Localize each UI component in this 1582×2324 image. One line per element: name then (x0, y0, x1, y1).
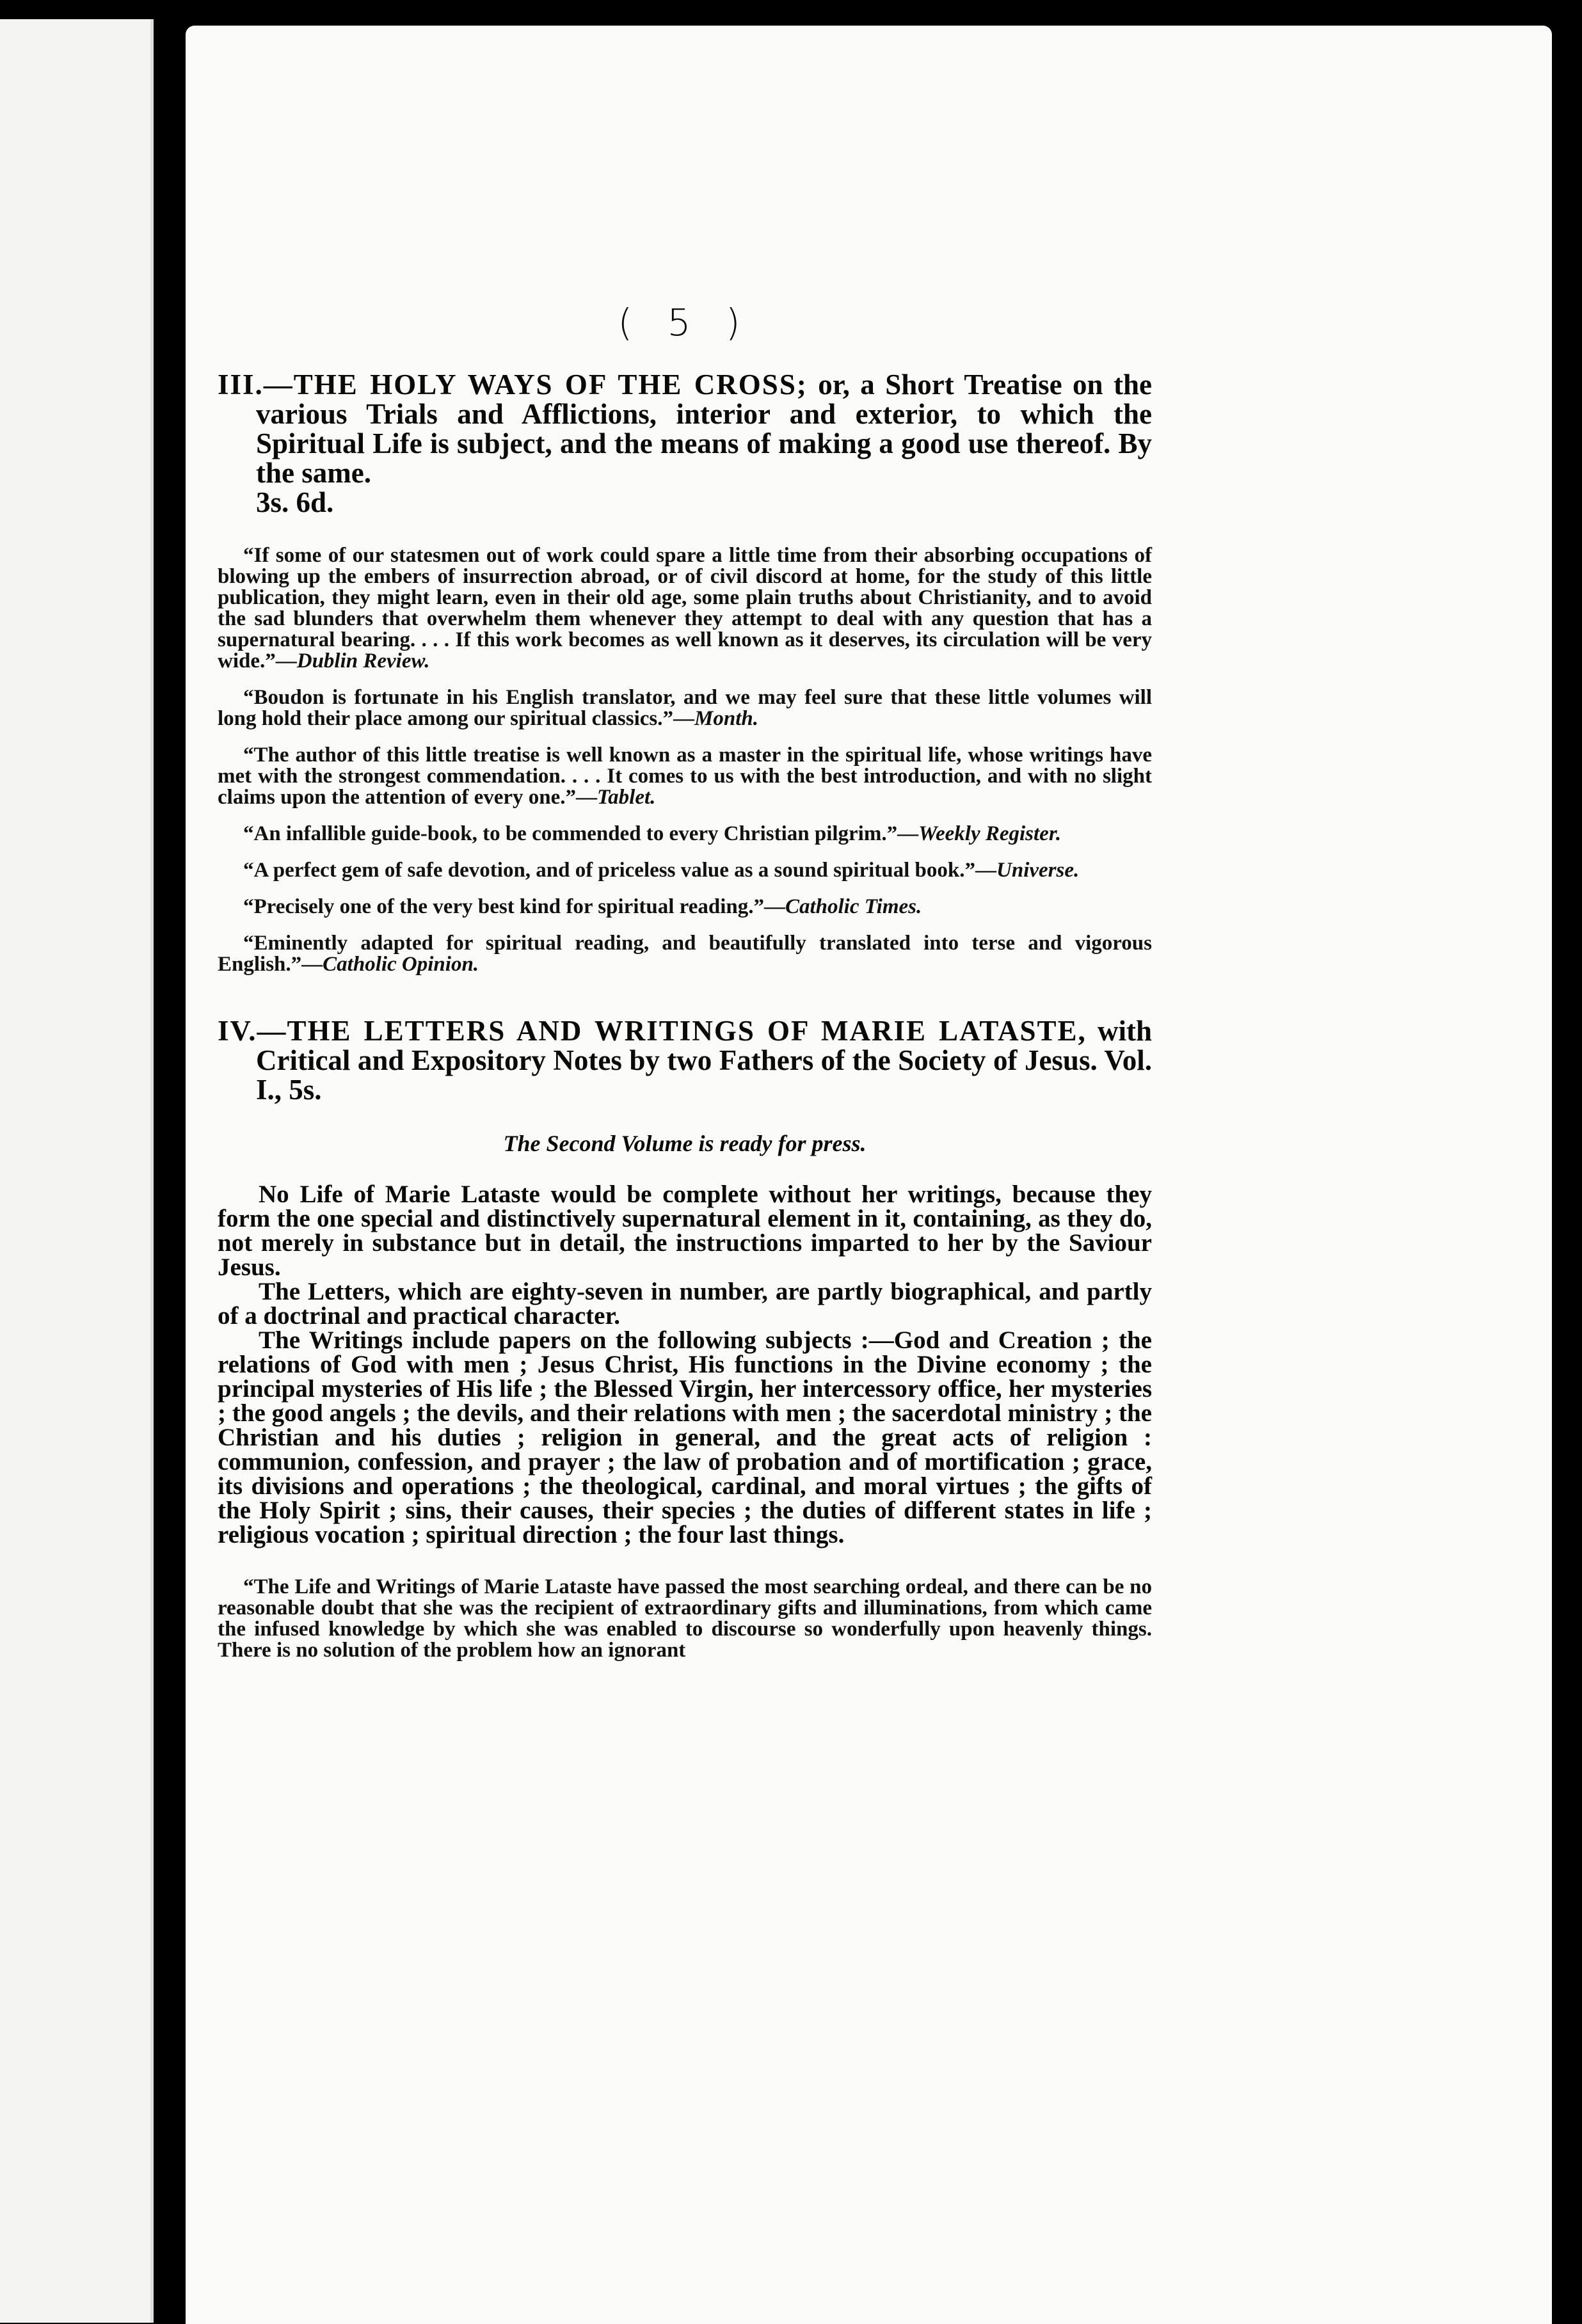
entry-iv-heading: IV.—THE LETTERS AND WRITINGS OF MARIE LATASTE, (218, 1015, 1087, 1047)
entry-iv-title (218, 1016, 1152, 1104)
entry-iv (218, 1016, 1152, 1661)
review-quote: “Boudon is fortunate in his English translator, and we may feel sure that these little volumes will long hold their place among our spiritual classics.”—Month. (218, 686, 1152, 730)
review-source: Tablet. (597, 786, 656, 809)
entry-iii-description: or, a Short Treatise on the various Trials and Afflictions, interior and exterior, to which the Spiritual Life is subject, and the means of making a good use thereof. By the same. (256, 369, 1152, 489)
body-paragraph: The Writings include papers on the following subjects :—God and Creation ; the relations of God with men ; Jesus Christ, His functions in the Divine economy ; the principal mysteries of His life ; the Blessed Virgin, her intercessory office, her mysteries ; the good angels ; the devils, and their relations with men ; the sacerdotal ministry ; the Christian and his duties ; religion in general, and the great acts of religion : communion, confession, and prayer ; the law of probation and of mortification ; grace, its divisions and operations ; the theological, cardinal, and moral virtues ; the gifts of the Holy Spirit ; sins, their causes, their species ; the duties of different states in life ; religious vocation ; spiritual direction ; the four last things. (218, 1326, 1152, 1548)
scan-right-edge (1552, 0, 1582, 2324)
review-quote: “An infallible guide-book, to be commended to every Christian pilgrim.”—Weekly Register. (243, 822, 1062, 845)
review-quote: “Eminently adapted for spiritual reading, and beautifully translated into terse and vigorous English.”—Catholic Opinion. (218, 932, 1152, 976)
review-source: Catholic Times. (785, 895, 922, 918)
entry-iii-price: 3s. 6d. (256, 486, 334, 518)
page-content (218, 301, 1152, 1676)
previous-page-edge (0, 19, 154, 2323)
entry-iii-title (218, 370, 1152, 488)
review-quote: “Precisely one of the very best kind for spiritual reading.”—Catholic Times. (243, 895, 922, 918)
review-source: Catholic Opinion. (323, 953, 479, 976)
body-paragraph: The Letters, which are eighty-seven in number, are partly biographical, and partly of a doctrinal and practical character. (218, 1278, 1152, 1330)
entry-iii-heading: III.—THE HOLY WAYS OF THE CROSS; (218, 369, 808, 401)
review-source: Dublin Review. (296, 649, 430, 673)
review-source: Month. (694, 707, 758, 730)
entry-iii (218, 370, 1152, 975)
scan-left-edge (0, 0, 186, 2324)
second-volume-notice: The Second Volume is ready for press. (503, 1131, 867, 1156)
review-source: Weekly Register. (918, 822, 1062, 845)
section-spacer (218, 991, 1152, 1016)
review-source: Universe. (996, 859, 1080, 882)
body-paragraph: No Life of Marie Lataste would be complete without her writings, because they form the one special and distinctively supernatural element in it, containing, as they do, not merely in substance but in detail, the instructions imparted to her by the Saviour Jesus. (218, 1181, 1152, 1281)
page-gutter (154, 0, 186, 2324)
review-quote: “A perfect gem of safe devotion, and of priceless value as a sound spiritual book.”—Universe. (243, 859, 1080, 882)
page-number: ( 5 ) (618, 301, 752, 344)
entry-iv-description: with Critical and Expository Notes by two Fathers of the Society of Jesus. Vol. I., 5s. (256, 1015, 1152, 1106)
review-quote: “If some of our statesmen out of work could spare a little time from their absorbing occupations of blowing up the embers of insurrection abroad, or of civil discord at home, for the study of this little publication, they might learn, even in their old age, some plain truths about Christianity, and to avoid the sad blunders that overwhelm them whenever they attempt to deal with any question that has a supernatural bearing. . . . If this work becomes as well known as it deserves, its circulation will be very wide.”—Dublin Review. (218, 544, 1152, 673)
review-quote: “The Life and Writings of Marie Lataste have passed the most searching ordeal, and there can be no reasonable doubt that she was the recipient of extraordinary gifts and illuminations, from which came the infused knowledge by which she was enabled to discourse so wonderfully upon heavenly things. There is no solution of the problem how an ignorant (218, 1575, 1152, 1662)
review-quote: “The author of this little treatise is well known as a master in the spiritual life, whose writings have met with the strongest commendation. . . . It comes to us with the best introduction, and with no slight claims upon the attention of every one.”—Tablet. (218, 744, 1152, 809)
